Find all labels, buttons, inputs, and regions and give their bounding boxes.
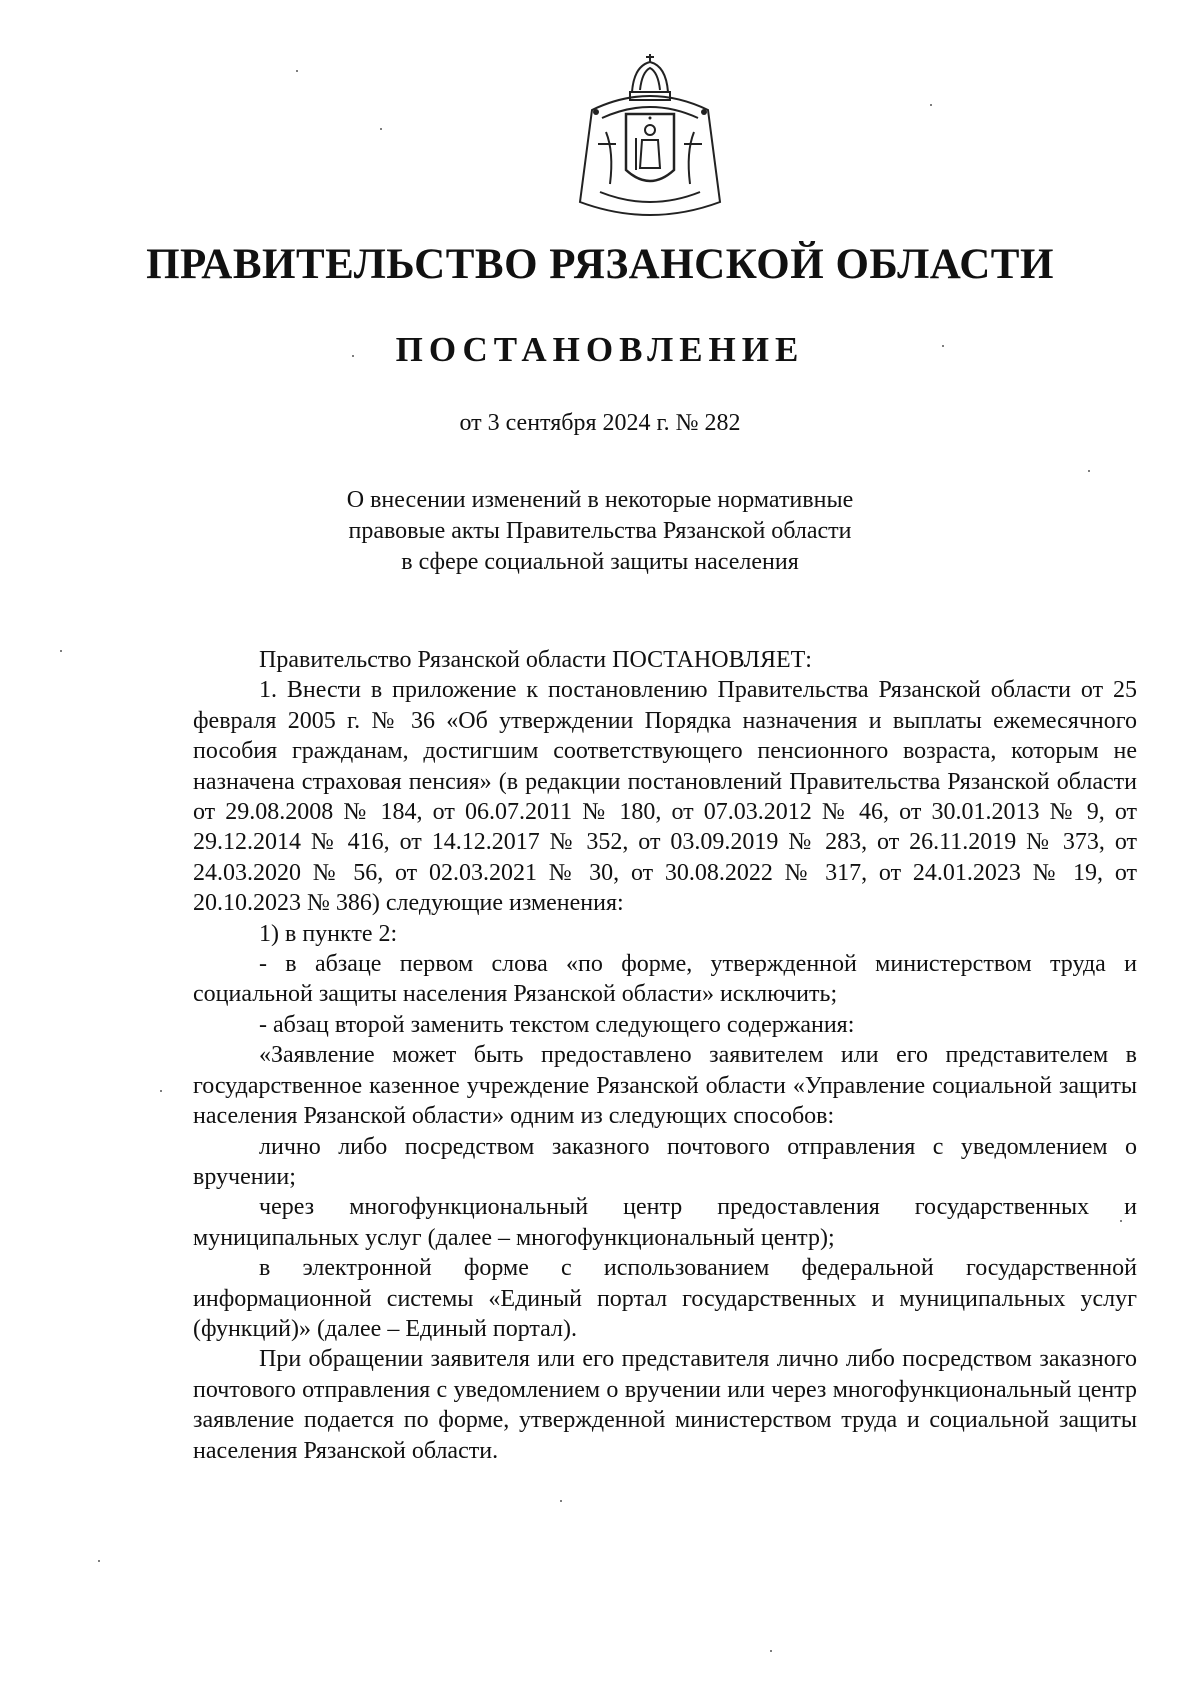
scan-speck: [1120, 1220, 1122, 1222]
scan-speck: [160, 1090, 162, 1092]
body-paragraph: 1) в пункте 2:: [259, 920, 398, 947]
scan-speck: [560, 1500, 562, 1502]
body-paragraph: в электронной форме с использованием федеральной государственной информационной системы «Единый портал государственных и муниципальных услуг (функций)» (далее – Единый портал).: [193, 1255, 1137, 1342]
scan-speck: [60, 650, 62, 652]
subject-line: правовые акты Правительства Рязанской области: [348, 518, 852, 544]
body-paragraph: Правительство Рязанской области ПОСТАНОВЛЯЕТ:: [259, 647, 812, 673]
scan-speck: [98, 1560, 100, 1562]
scan-speck: [380, 128, 382, 130]
scan-speck: [942, 345, 944, 347]
body-paragraph: лично либо посредством заказного почтового отправления с уведомлением о вручении;: [193, 1133, 1137, 1190]
body-paragraph: 1. Внести в приложение к постановлению Правительства Рязанской области от 25 февраля 2005 г. № 36 «Об утверждении Порядка назначения и выплаты ежемесячного пособия гражданам, достигшим соответствующего пенсионного возраста, которым не назначена страховая пенсия» (в редакции постановлений Правительства Рязанской области от 29.08.2008 № 184, от 06.07.2011 № 180, от 07.03.2012 № 46, от 30.01.2013 № 9, от 29.12.2014 № 416, от 14.12.2017 № 352, от 03.09.2019 № 283, от 26.11.2019 № 373, от 24.03.2020 № 56, от 02.03.2021 № 30, от 30.08.2022 № 317, от 24.01.2023 № 19, от 20.10.2023 № 386) следующие изменения:: [193, 677, 1137, 917]
coat-of-arms-icon: [570, 52, 730, 230]
body-paragraph: - абзац второй заменить текстом следующего содержания:: [259, 1011, 855, 1038]
body-paragraph: При обращении заявителя или его представителя лично либо посредством заказного почтового отправления с уведомлением о вручении или через многофункциональный центр заявление подается по форме, утвержденной министерством труда и социальной защиты населения Рязанской области.: [193, 1346, 1137, 1464]
scan-speck: [352, 355, 354, 357]
body-paragraph: - в абзаце первом слова «по форме, утвержденной министерством труда и социальной защиты населения Рязанской области» исключить;: [193, 951, 1137, 1008]
organization-title: ПРАВИТЕЛЬСТВО РЯЗАНСКОЙ ОБЛАСТИ: [146, 241, 1054, 288]
body-paragraph: «Заявление может быть предоставлено заявителем или его представителем в государственное казенное учреждение Рязанской области «Управление социальной защиты населения Рязанской области» одним из следующих способов:: [193, 1042, 1137, 1130]
subject-line: О внесении изменений в некоторые нормативные: [346, 487, 854, 513]
scan-speck: [1088, 470, 1090, 472]
subject-line: в сфере социальной защиты населения: [401, 549, 799, 575]
document-type: ПОСТАНОВЛЕНИЕ: [395, 330, 805, 369]
scan-speck: [930, 104, 932, 106]
body-paragraph: через многофункциональный центр предоставления государственных и муниципальных услуг (далее – многофункциональный центр);: [193, 1194, 1137, 1251]
document-date-number: от 3 сентября 2024 г. № 282: [459, 410, 741, 436]
document-body: [193, 645, 1137, 1466]
scan-speck: [770, 1650, 772, 1652]
document-subject: [330, 485, 870, 578]
scan-speck: [296, 70, 298, 72]
